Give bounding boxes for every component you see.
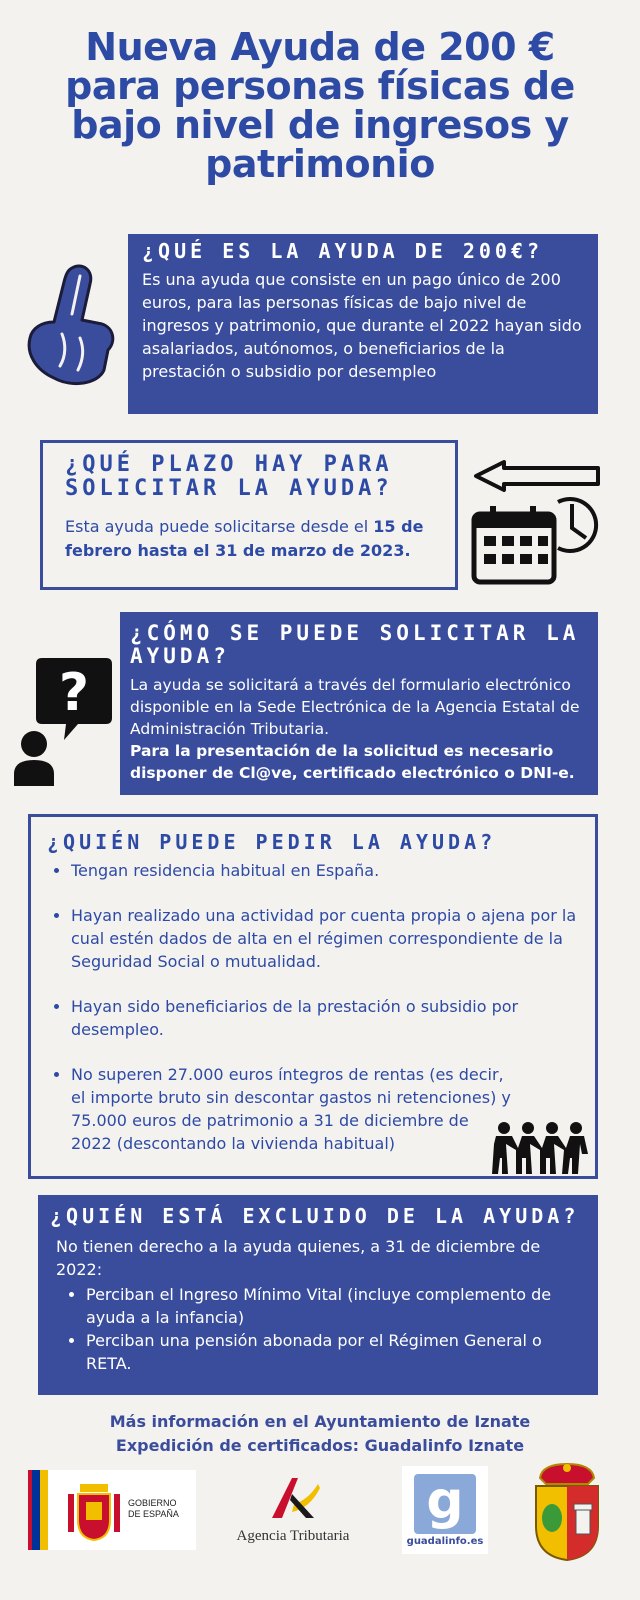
how-to-body: La ayuda se solicitará a través del formulario electrónico disponible en la Sede Electrónica de la Agencia Estatal de Administración Tributaria. <box>130 676 580 738</box>
guadalinfo-mark-icon: g <box>414 1474 476 1534</box>
list-item: • Hayan realizado una actividad por cuenta propia o ajena por la cual estén dados de alta en el régimen correspondiente de la Seguridad Social o mutualidad. <box>71 904 581 973</box>
list-item: • Tengan residencia habitual en España. <box>71 859 581 882</box>
how-to-section <box>120 612 598 795</box>
clock-icon <box>558 499 596 551</box>
what-is-heading: ¿QUÉ ES LA AYUDA DE 200€? <box>142 239 544 263</box>
list-item: • Hayan sido beneficiarios de la prestación o subsidio por desempleo. <box>71 995 581 1041</box>
person-icon <box>14 731 54 786</box>
deadline-section <box>40 440 458 590</box>
list-item: • Perciban el Ingreso Mínimo Vital (incluye complemento de ayuda a la infancia) <box>86 1283 588 1329</box>
agencia-text: Agencia Tributaria <box>236 1528 350 1544</box>
excluded-list <box>50 1283 588 1375</box>
spain-shield-icon <box>66 1480 122 1542</box>
svg-text:?: ? <box>58 663 90 723</box>
what-is-section <box>128 234 598 414</box>
how-to-heading: ¿CÓMO SE PUEDE SOLICITAR LA AYUDA? <box>130 621 580 668</box>
gobierno-text: GOBIERNO DE ESPAÑA <box>128 1498 179 1519</box>
more-info-line: Más información en el Ayuntamiento de Iznate <box>109 1412 531 1431</box>
deadline-heading: ¿QUÉ PLAZO HAY PARA SOLICITAR LA AYUDA? <box>65 452 393 501</box>
agencia-tributaria-logo <box>218 1474 368 1554</box>
list-item: • No superen 27.000 euros íntegros de rentas (es decir, el importe bruto sin descontar gastos ni retenciones) y 75.000 euros de patrimonio a 31 de diciembre de 2022 (descontando la vivienda habitual) <box>71 1063 581 1155</box>
certificates-line: Expedición de certificados: Guadalinfo Iznate <box>115 1436 525 1455</box>
page-title: Nueva Ayuda de 200 € para personas físicas de bajo nivel de ingresos y patrimonio <box>65 25 575 186</box>
list-item: • Perciban una pensión abonada por el Régimen General o RETA. <box>86 1329 588 1375</box>
how-to-requirement: Para la presentación de la solicitud es necesario disponer de Cl@ve, certificado electrónico o DNI-e. <box>130 742 575 782</box>
excluded-heading: ¿QUIÉN ESTÁ EXCLUIDO DE LA AYUDA? <box>50 1204 580 1228</box>
agencia-mark-icon <box>264 1474 324 1524</box>
excluded-intro: No tienen derecho a la ayuda quienes, a 31 de diciembre de 2022: <box>56 1237 541 1279</box>
what-is-body: Es una ayuda que consiste en un pago único de 200 euros, para las personas físicas de bajo nivel de ingresos y patrimonio, que durante el 2022 hayan sido asalariados, autónomos, o beneficiarios de la prestación o subsidio por desempleo <box>142 270 582 381</box>
calendar-icon <box>474 506 554 582</box>
excluded-section <box>38 1195 598 1395</box>
guadalinfo-text: guadalinfo.es <box>406 1536 484 1547</box>
who-can-list <box>47 859 581 1155</box>
question-bubble-icon <box>10 652 116 788</box>
arrow-left-icon <box>476 462 598 490</box>
calendar-clock-icon <box>470 458 602 588</box>
who-can-heading: ¿QUIÉN PUEDE PEDIR LA AYUDA? <box>47 830 497 854</box>
coat-of-arms-icon <box>530 1460 604 1564</box>
deadline-body: Esta ayuda puede solicitarse desde el 15 de febrero hasta el 31 de marzo de 2023. <box>65 517 424 560</box>
people-group-icon <box>492 1120 590 1176</box>
gobierno-logo <box>28 1470 196 1550</box>
guadalinfo-logo <box>402 1466 488 1554</box>
pointing-hand-icon <box>22 258 120 388</box>
